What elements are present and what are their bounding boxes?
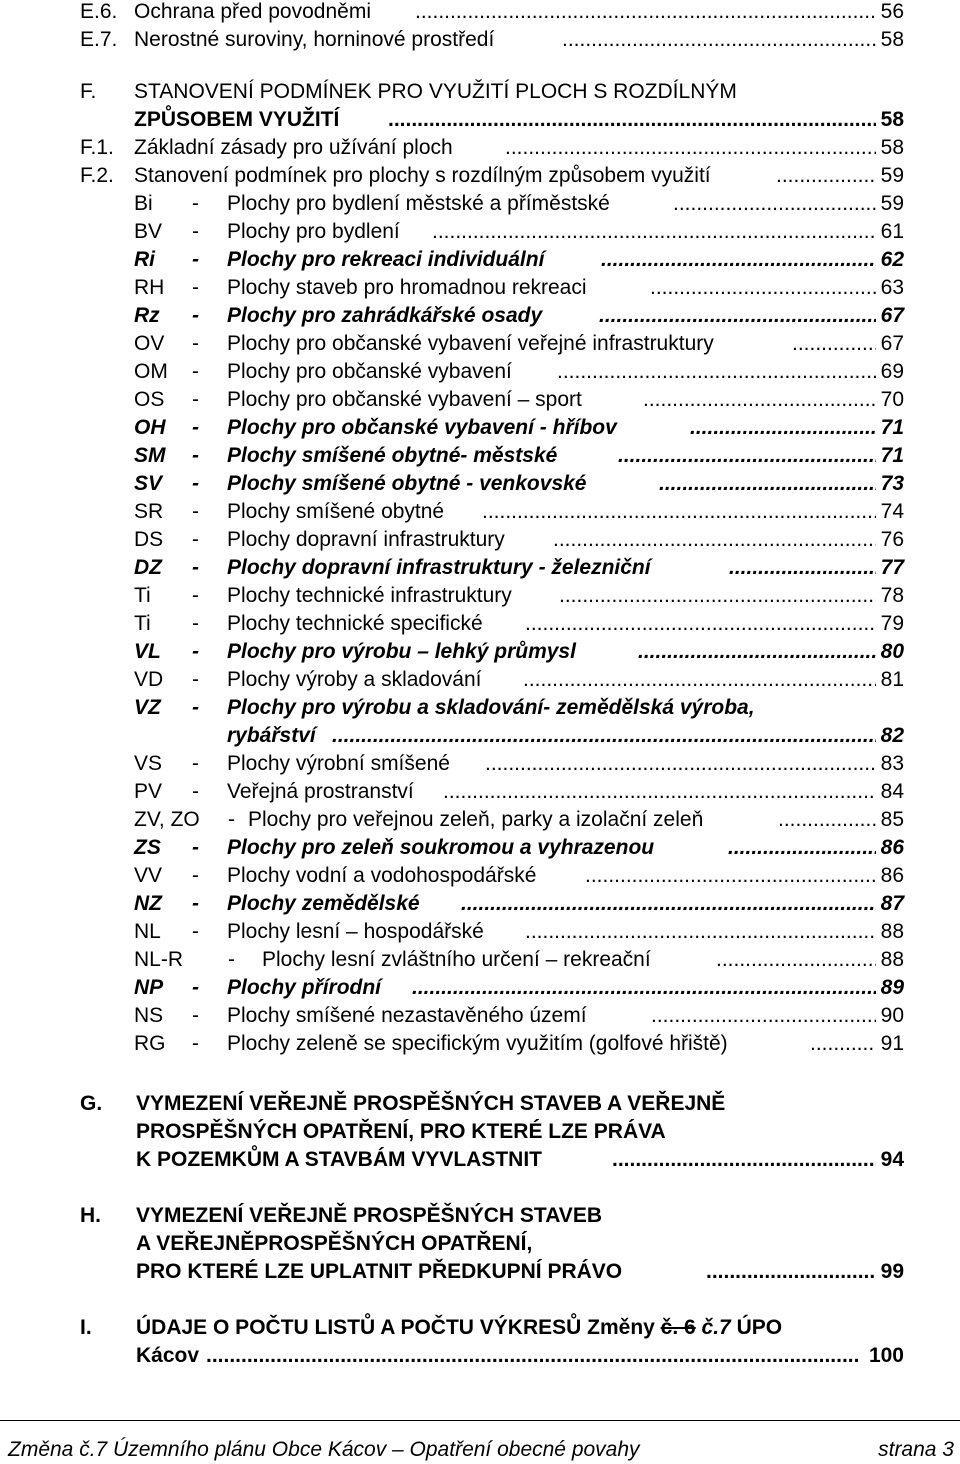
zone-title: Plochy technické infrastruktury <box>227 584 512 607</box>
zone-page: 86 <box>880 864 904 887</box>
zone-code: ZS <box>134 836 161 859</box>
zone-title: Plochy pro občanské vybavení - hříbov <box>227 416 617 439</box>
toc-leader <box>776 162 876 190</box>
zone-title: Plochy smíšené obytné <box>227 500 445 523</box>
zone-page: 71 <box>880 444 904 467</box>
zone-title: Plochy zemědělské <box>227 892 420 915</box>
zone-code: DS <box>134 528 164 551</box>
zone-dash: - <box>192 416 199 439</box>
zone-title: Plochy smíšené nezastavěného území <box>227 1004 587 1027</box>
zone-dash: - <box>192 556 199 579</box>
zone-dash: - <box>228 808 235 831</box>
section-h-row <box>0 1230 960 1258</box>
zone-code: SV <box>134 472 163 495</box>
zone-page: 79 <box>880 612 904 635</box>
section-title-text: ÚPO <box>730 1316 783 1339</box>
zone-code: PV <box>134 780 163 803</box>
toc-row <box>0 78 960 106</box>
zone-page: 78 <box>880 584 904 607</box>
zone-row <box>0 526 960 554</box>
toc-page: 58 <box>880 136 904 159</box>
zone-dash: - <box>192 192 199 215</box>
zone-title: Plochy pro výrobu a skladování- zemědělská výroba, <box>227 696 755 719</box>
zone-page: 84 <box>880 780 904 803</box>
zone-page: 86 <box>880 836 904 859</box>
zone-row <box>0 806 960 834</box>
zone-leader <box>553 526 876 554</box>
zone-page: 85 <box>880 808 904 831</box>
zone-leader <box>461 890 876 918</box>
zone-title: Plochy pro občanské vybavení <box>227 360 512 383</box>
section-title: PROSPĚŠNÝCH OPATŘENÍ, PRO KTERÉ LZE PRÁVA <box>136 1120 666 1143</box>
toc-number: F.1. <box>80 136 114 159</box>
zone-page: 89 <box>880 976 904 999</box>
zone-code: OM <box>134 360 168 383</box>
zone-leader <box>659 470 876 498</box>
zone-page: 62 <box>880 248 904 271</box>
zone-page: 81 <box>880 668 904 691</box>
zone-row <box>0 1002 960 1030</box>
zone-leader <box>443 778 876 806</box>
section-title <box>136 1314 782 1342</box>
zone-page: 61 <box>880 220 904 243</box>
zone-page: 77 <box>880 556 904 579</box>
zone-code: OS <box>134 388 165 411</box>
zone-leader <box>643 386 876 414</box>
toc-leader <box>562 26 876 54</box>
zone-leader <box>523 666 876 694</box>
zone-title: Plochy smíšené obytné - venkovské <box>227 472 587 495</box>
zone-code: VV <box>134 864 163 887</box>
zone-dash: - <box>192 780 199 803</box>
zone-title: Plochy pro občanské vybavení veřejné infrastruktury <box>227 332 714 355</box>
section-page: 99 <box>880 1260 904 1283</box>
section-title: PRO KTERÉ LZE UPLATNIT PŘEDKUPNÍ PRÁVO <box>136 1260 623 1283</box>
toc-leader <box>505 134 876 162</box>
zone-leader <box>728 834 876 862</box>
zone-leader <box>778 806 876 834</box>
zone-leader <box>559 582 876 610</box>
zone-row <box>0 358 960 386</box>
zone-row <box>0 218 960 246</box>
zone-leader <box>525 918 876 946</box>
zone-code: NZ <box>134 892 162 915</box>
zone-page: 80 <box>880 640 904 663</box>
section-page: 94 <box>880 1148 904 1171</box>
zone-dash: - <box>192 612 199 635</box>
zone-row <box>0 246 960 274</box>
zone-row <box>0 946 960 974</box>
zone-title: Plochy výroby a skladování <box>227 668 482 691</box>
zone-dash: - <box>192 668 199 691</box>
struck-text: č. 6 <box>660 1316 696 1339</box>
zone-dash: - <box>192 360 199 383</box>
zone-dash: - <box>228 948 235 971</box>
zone-leader <box>810 1030 876 1058</box>
zone-leader <box>729 554 876 582</box>
zone-row <box>0 554 960 582</box>
toc-title: Stanovení podmínek pro plochy s rozdílným způsobem využití <box>134 164 711 187</box>
zone-page: 88 <box>880 948 904 971</box>
zone-row <box>0 666 960 694</box>
zone-code: NS <box>134 1004 164 1027</box>
page-footer <box>0 1420 960 1464</box>
zone-dash: - <box>192 1032 199 1055</box>
zone-page: 73 <box>880 472 904 495</box>
zone-code: Ri <box>134 248 155 271</box>
zone-title: Plochy pro zahrádkářské osady <box>227 304 543 327</box>
zone-leader <box>673 190 876 218</box>
zone-row <box>0 722 960 750</box>
zone-code: RH <box>134 276 165 299</box>
zone-row <box>0 498 960 526</box>
zone-code: NL <box>134 920 161 943</box>
zone-dash: - <box>192 248 199 271</box>
zone-title: Plochy výrobní smíšené <box>227 752 450 775</box>
zone-dash: - <box>192 332 199 355</box>
zone-leader <box>585 862 876 890</box>
zone-row <box>0 470 960 498</box>
zone-dash: - <box>192 640 199 663</box>
zone-title: Veřejná prostranství <box>227 780 414 803</box>
italic-text: č.7 <box>695 1316 731 1339</box>
zone-leader <box>690 414 876 442</box>
zone-leader <box>651 1002 876 1030</box>
zone-leader <box>525 610 876 638</box>
zone-page: 69 <box>880 360 904 383</box>
section-page: 100 <box>868 1344 904 1367</box>
toc-title: STANOVENÍ PODMÍNEK PRO VYUŽITÍ PLOCH S ROZDÍLNÝM <box>134 80 737 103</box>
section-number: G. <box>80 1092 103 1115</box>
zone-leader <box>412 974 876 1002</box>
zone-code: SR <box>134 500 164 523</box>
zone-dash: - <box>192 584 199 607</box>
zone-dash: - <box>192 276 199 299</box>
zone-page: 83 <box>880 752 904 775</box>
zone-code: Ti <box>134 584 151 607</box>
zone-code: VS <box>134 752 163 775</box>
zone-code: OV <box>134 332 165 355</box>
zone-code: DZ <box>134 556 162 579</box>
zone-row <box>0 974 960 1002</box>
zone-leader <box>716 946 876 974</box>
zone-page: 70 <box>880 388 904 411</box>
zone-dash: - <box>192 500 199 523</box>
zone-row <box>0 610 960 638</box>
zone-code: VZ <box>134 696 161 719</box>
zone-dash: - <box>192 864 199 887</box>
zone-dash: - <box>192 1004 199 1027</box>
zone-row <box>0 302 960 330</box>
toc-leader <box>415 0 876 26</box>
toc-page: 58 <box>880 28 904 51</box>
section-i-row <box>0 1342 960 1370</box>
zone-title: Plochy pro bydlení městské a příměstské <box>227 192 610 215</box>
zone-row <box>0 918 960 946</box>
zone-page: 82 <box>880 724 904 747</box>
zone-dash: - <box>192 528 199 551</box>
zone-page: 67 <box>880 332 904 355</box>
section-h-row <box>0 1258 960 1286</box>
zone-leader <box>432 218 876 246</box>
zone-row <box>0 750 960 778</box>
zone-row <box>0 330 960 358</box>
zone-code: Rz <box>134 304 160 327</box>
section-g-row <box>0 1146 960 1174</box>
section-title: A VEŘEJNĚPROSPĚŠNÝCH OPATŘENÍ, <box>136 1232 533 1255</box>
section-leader <box>206 1342 860 1370</box>
zone-row <box>0 442 960 470</box>
zone-page: 87 <box>880 892 904 915</box>
zone-row <box>0 834 960 862</box>
zone-dash: - <box>192 696 199 719</box>
toc-number: F. <box>80 80 97 103</box>
zone-title: Plochy přírodní <box>227 976 382 999</box>
toc-title: Nerostné suroviny, horninové prostředí <box>134 28 495 51</box>
section-title: VYMEZENÍ VEŘEJNĚ PROSPĚŠNÝCH STAVEB <box>136 1204 602 1227</box>
zone-title: Plochy lesní zvláštního určení – rekreační <box>262 948 651 971</box>
zone-dash: - <box>192 472 199 495</box>
zone-row <box>0 582 960 610</box>
section-number: I. <box>80 1316 92 1339</box>
zone-dash: - <box>192 388 199 411</box>
zone-title: Plochy lesní – hospodářské <box>227 920 484 943</box>
zone-leader <box>557 358 876 386</box>
zone-code: RG <box>134 1032 166 1055</box>
toc-row <box>0 106 960 134</box>
zone-page: 59 <box>880 192 904 215</box>
zone-row <box>0 414 960 442</box>
section-h-row <box>0 1202 960 1230</box>
section-number: H. <box>80 1204 101 1227</box>
zone-row <box>0 778 960 806</box>
zone-title: Plochy zeleně se specifickým využitím (golfové hřiště) <box>227 1032 728 1055</box>
zone-leader <box>601 246 876 274</box>
zone-title: Plochy pro zeleň soukromou a vyhrazenou <box>227 836 655 859</box>
zone-code: VL <box>134 640 161 663</box>
zone-code: NL-R <box>134 948 184 971</box>
zone-dash: - <box>192 444 199 467</box>
zone-code: OH <box>134 416 166 439</box>
section-g-row <box>0 1118 960 1146</box>
zone-row <box>0 274 960 302</box>
toc-row <box>0 162 960 190</box>
zone-dash: - <box>192 220 199 243</box>
zone-dash: - <box>192 752 199 775</box>
zone-row <box>0 386 960 414</box>
zone-page: 76 <box>880 528 904 551</box>
zone-leader <box>792 330 876 358</box>
zone-title: Plochy pro rekreaci individuální <box>227 248 545 271</box>
zone-page: 90 <box>880 1004 904 1027</box>
page-number: strana 3 <box>878 1438 954 1461</box>
zone-dash: - <box>192 976 199 999</box>
toc-leader <box>388 106 876 134</box>
zone-code: ZV, ZO <box>134 808 200 831</box>
zone-title: Plochy pro bydlení <box>227 220 400 243</box>
zone-page: 71 <box>880 416 904 439</box>
zone-title: Plochy pro výrobu – lehký průmysl <box>227 640 576 663</box>
zone-title: Plochy vodní a vodohospodářské <box>227 864 537 887</box>
zone-row <box>0 1030 960 1058</box>
zone-row <box>0 638 960 666</box>
toc-row <box>0 26 960 54</box>
zone-code: NP <box>134 976 164 999</box>
section-leader <box>706 1258 876 1286</box>
zone-leader <box>482 498 876 526</box>
toc-row <box>0 134 960 162</box>
section-i-row <box>0 1314 960 1342</box>
toc-page: 56 <box>880 0 904 23</box>
toc-title: Ochrana před povodněmi <box>134 0 371 23</box>
zone-dash: - <box>192 836 199 859</box>
toc-number: F.2. <box>80 164 114 187</box>
zone-row <box>0 862 960 890</box>
zone-code: Ti <box>134 612 151 635</box>
toc-page: 59 <box>880 164 904 187</box>
zone-title: Plochy dopravní infrastruktury - železniční <box>227 556 651 579</box>
zone-dash: - <box>192 892 199 915</box>
zone-row <box>0 890 960 918</box>
zone-leader <box>485 750 876 778</box>
zone-title: Plochy pro občanské vybavení – sport <box>227 388 582 411</box>
zone-leader <box>599 302 876 330</box>
zone-title: Plochy staveb pro hromadnou rekreaci <box>227 276 587 299</box>
zone-title: Plochy dopravní infrastruktury <box>227 528 505 551</box>
zone-page: 74 <box>880 500 904 523</box>
toc-row <box>0 0 960 26</box>
section-g-row <box>0 1090 960 1118</box>
zone-leader <box>650 274 876 302</box>
zone-dash: - <box>192 304 199 327</box>
zone-page: 88 <box>880 920 904 943</box>
zone-code: SM <box>134 444 166 467</box>
footer-title: Změna č.7 Územního plánu Obce Kácov – Opatření obecné povahy <box>8 1438 640 1461</box>
zone-row <box>0 694 960 722</box>
zone-row <box>0 190 960 218</box>
toc-page: 58 <box>880 108 904 131</box>
section-title: K POZEMKŮM A STAVBÁM VYVLASTNIT <box>136 1148 542 1171</box>
toc-number: E.7. <box>80 28 118 51</box>
zone-page: 63 <box>880 276 904 299</box>
zone-code: VD <box>134 668 164 691</box>
zone-page: 91 <box>880 1032 904 1055</box>
zone-title: Plochy technické specifické <box>227 612 483 635</box>
zone-title: rybářství <box>227 724 316 747</box>
toc-title: Základní zásady pro užívání ploch <box>134 136 453 159</box>
toc-number: E.6. <box>80 0 118 23</box>
section-title: VYMEZENÍ VEŘEJNĚ PROSPĚŠNÝCH STAVEB A VEŘEJNĚ <box>136 1092 726 1115</box>
zone-title: Plochy smíšené obytné- městské <box>227 444 558 467</box>
zone-leader <box>332 722 876 750</box>
toc-title: ZPŮSOBEM VYUŽITÍ <box>134 108 340 131</box>
zone-leader <box>618 442 876 470</box>
zone-page: 67 <box>880 304 904 327</box>
zone-title: Plochy pro veřejnou zeleň, parky a izolační zeleň <box>248 808 704 831</box>
zone-leader <box>638 638 876 666</box>
section-title: Kácov <box>136 1344 200 1367</box>
zone-dash: - <box>192 920 199 943</box>
section-title-text: ÚDAJE O POČTU LISTŮ A POČTU VÝKRESŮ Změny <box>136 1316 661 1339</box>
zone-code: BV <box>134 220 163 243</box>
zone-code: Bi <box>134 192 153 215</box>
section-leader <box>612 1146 876 1174</box>
